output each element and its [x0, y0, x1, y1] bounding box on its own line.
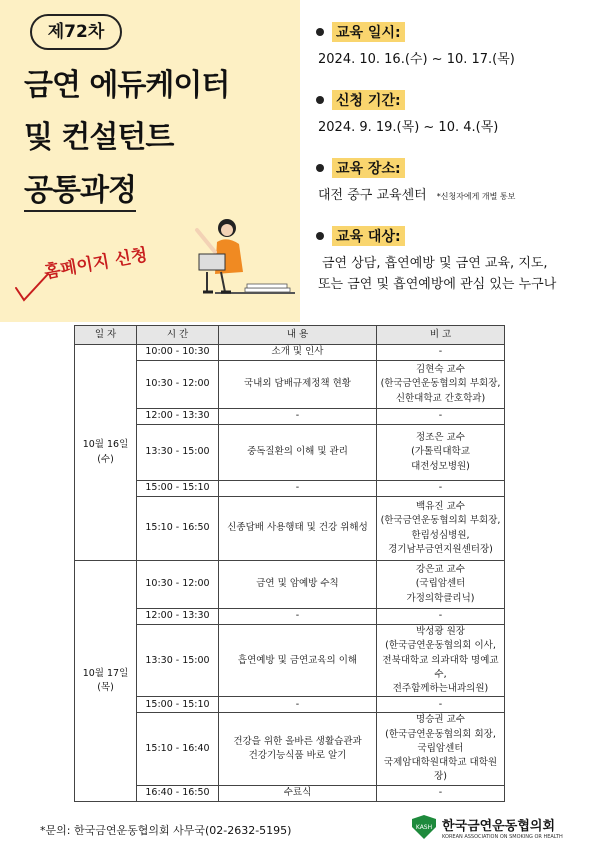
table-row: 10월 16일 (수) 10:00 - 10:30 소개 및 인사 -	[75, 345, 505, 361]
table-row: 13:30 - 15:00 흡연예방 및 금연교육의 이해 박성광 원장 (한국금연운동협의회 이사, 전북대학교 의과대학 명예교수, 전주함께하는내과의원)	[75, 625, 505, 697]
svg-text:KASH: KASH	[415, 824, 433, 831]
header-time: 시 간	[137, 326, 219, 345]
table-row: 10:30 - 12:00 국내외 담배규제정책 현황 김현숙 교수 (한국금연운동협의회 부회장, 신한대학교 간호학과)	[75, 361, 505, 409]
day-2-cell: 10월 17일 (목)	[75, 561, 137, 802]
table-row: 16:40 - 16:50 수료식 -	[75, 785, 505, 801]
table-row: 15:00 - 15:10 - -	[75, 697, 505, 713]
title-line-1: 금연 에듀케이터	[24, 68, 230, 103]
person-with-laptop-illustration	[185, 210, 295, 305]
bullet-icon	[316, 28, 324, 36]
kash-logo-icon	[410, 813, 438, 841]
header-note: 비 고	[377, 326, 505, 345]
info-location: 교육 장소: 대전 중구 교육센터 *신청자에게 개별 통보	[316, 158, 515, 203]
title-line-3: 공통과정	[24, 165, 136, 209]
table-row: 13:30 - 15:00 중독질환의 이해 및 관리 정조은 교수 (가톨릭대학교 대전성모병원)	[75, 425, 505, 481]
title-line-2: 및 컨설턴트	[24, 120, 174, 155]
table-row: 15:10 - 16:40 건강을 위한 올바른 생활습관과 건강기능식품 바로 알기 명승권 교수 (한국금연운동협의회 회장, 국립암센터 국제암대학원대학교 대학원장)	[75, 713, 505, 785]
info-target: 교육 대상: 금연 상담, 흡연예방 및 금연 교육, 지도, 또는 금연 및 흡연예방에 관심 있는 누구나	[316, 226, 556, 292]
table-row: 10월 17일 (목) 10:30 - 12:00 금연 및 암예방 수칙 강은교 교수 (국립암센터 가정의학클리닉)	[75, 561, 505, 609]
table-row: 12:00 - 13:30 - -	[75, 609, 505, 625]
day-1-cell: 10월 16일 (수)	[75, 345, 137, 561]
apply-homepage-link[interactable]: 홈페이지 신청	[42, 244, 150, 283]
schedule-table	[74, 325, 505, 802]
table-header-row	[75, 326, 505, 345]
header-content: 내 용	[219, 326, 377, 345]
info-date: 교육 일시: 2024. 10. 16.(수) ~ 10. 17.(목)	[316, 22, 515, 67]
contact-info: *문의: 한국금연운동협의회 사무국(02-2632-5195)	[40, 824, 292, 837]
session-badge: 제72차	[30, 14, 122, 50]
table-row: 15:00 - 15:10 - -	[75, 481, 505, 497]
bullet-icon	[316, 96, 324, 104]
info-application-period: 신청 기간: 2024. 9. 19.(목) ~ 10. 4.(목)	[316, 90, 498, 135]
association-logo: KASH 한국금연운동협의회 KOREAN ASSOCIATION ON SMOKING OR HEALTH	[410, 813, 563, 841]
bullet-icon	[316, 164, 324, 172]
table-row: 15:10 - 16:50 신종담배 사용행태 및 건강 위해성 백유진 교수 (한국금연운동협의회 부회장, 한림성심병원, 경기남부금연지원센터장)	[75, 497, 505, 561]
bullet-icon	[316, 232, 324, 240]
header-date: 일 자	[75, 326, 137, 345]
table-row: 12:00 - 13:30 - -	[75, 409, 505, 425]
